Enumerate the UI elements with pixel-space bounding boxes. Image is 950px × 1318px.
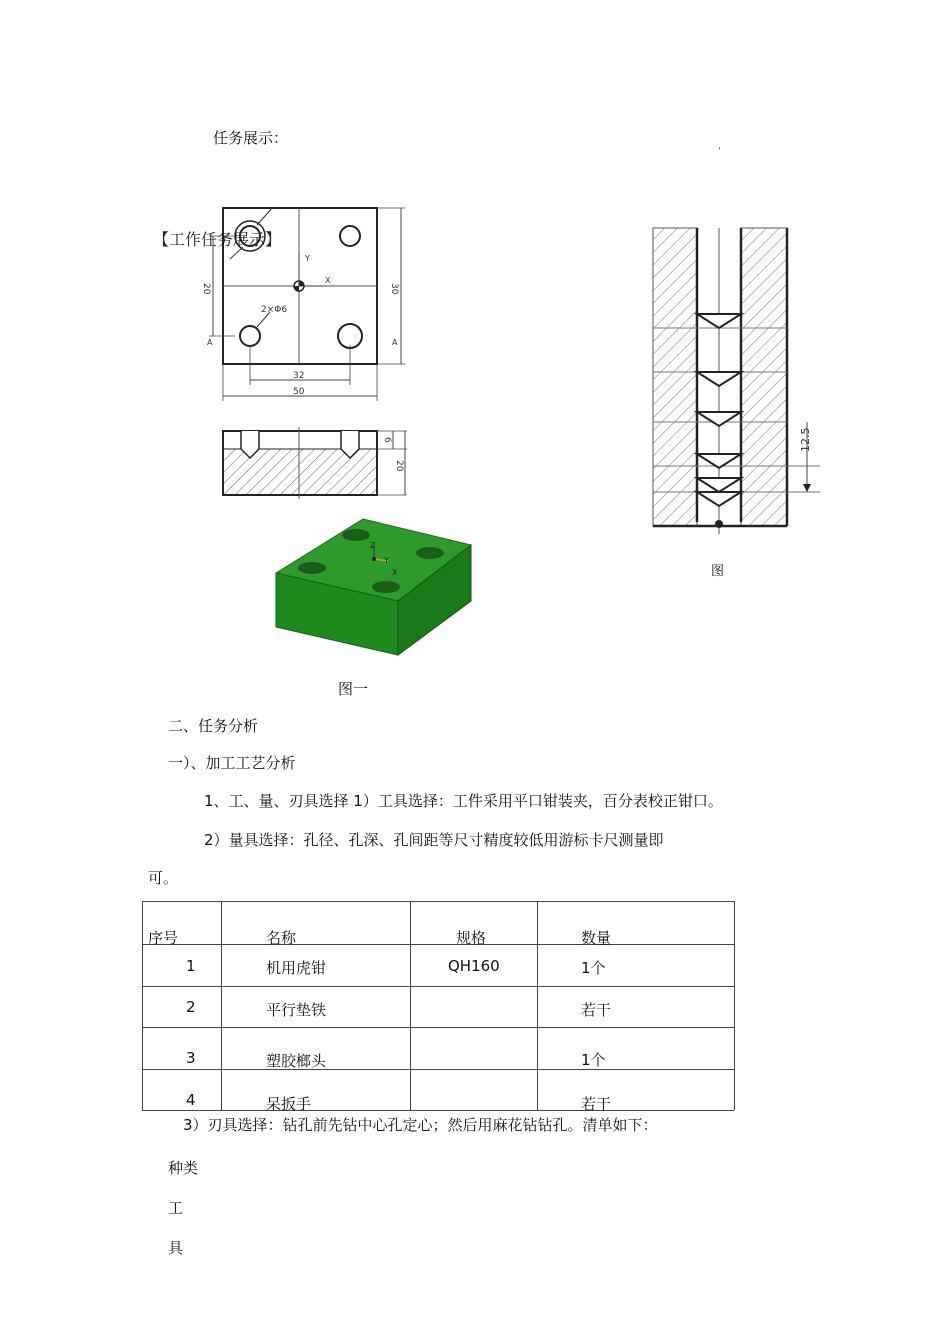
material-right [741,228,787,526]
dim-50: 50 [293,387,305,397]
material-left [653,228,697,526]
table-header-index: 序号 [148,929,179,947]
table-cell: 若干 [581,1095,612,1113]
drill-tip-1 [697,314,741,328]
drill-tip-2 [697,372,741,386]
table-cell: 1 [186,957,196,975]
table-cell: 呆扳手 [266,1095,312,1113]
block-hole-3 [298,562,326,574]
paragraph-gauge-selection: 2）量具选择：孔径、孔深、孔间距等尺寸精度较低用游标卡尺测量即 [204,831,664,849]
table-cell: 1个 [581,1051,606,1069]
dim-20-side: 20 [394,460,404,472]
stray-mark: ' [718,146,721,157]
label-category: 种类 [168,1159,199,1177]
table-header-name: 名称 [266,929,297,947]
paragraph-tool-selection: 1、工、量、刃具选择 1）工具选择：工件采用平口钳装夹，百分表校正钳口。 [204,792,723,810]
dim-6: 6 [382,437,392,443]
mark-a-left: A [207,338,213,347]
dim-32: 32 [293,371,305,381]
hole-top-right [340,226,360,246]
block-3d-render [268,515,478,660]
figure1-caption: 图一 [338,680,369,698]
table-cell: QH160 [448,957,500,975]
table-cell: 2 [186,998,196,1016]
paragraph-gauge-selection-cont: 可。 [148,869,179,887]
table-header-qty: 数量 [581,929,612,947]
mark-a-right: A [392,338,398,347]
tool-table [142,901,734,1113]
label-gong: 工 [168,1199,184,1217]
drill-center-dot [715,520,723,528]
table-cell: 平行垫铁 [266,1001,327,1019]
block-hole-4 [372,581,400,593]
hole-bottom-right [338,324,362,348]
dim-30-right: 30 [389,283,399,295]
section-task-analysis: 二、任务分析 [168,717,259,735]
axis-y-label: Y [305,254,310,263]
paragraph-cutter-selection: 3）刃具选择：钻孔前先钻中心孔定心；然后用麻花钻钻孔。清单如下： [183,1116,658,1134]
hole-bottom-left [240,326,260,346]
block-hole-2 [416,547,444,559]
task-display-heading: 任务展示： [213,129,289,147]
table-cell: 若干 [581,1001,612,1019]
table-cell: 机用虎钳 [266,959,327,977]
dim-20-left: 20 [201,283,211,295]
block-hole-1 [342,529,370,541]
drill-tip-3 [697,412,741,426]
dim-12-5: 12.5 [799,427,812,452]
table-cell: 4 [186,1091,196,1109]
figure2-caption: 图 [711,564,725,579]
axis-z-3d: Z [370,541,376,550]
table-header-spec: 规格 [456,929,487,947]
drilling-schematic [645,222,825,557]
table-cell: 塑胶榔头 [266,1052,327,1070]
label-ju: 具 [168,1239,184,1257]
axis-x-3d: X [392,568,398,577]
table-cell: 1个 [581,959,606,977]
work-task-label: 【工作任务展示】 [153,230,282,249]
axis-x-label: X [325,276,331,285]
subsection-process-analysis: 一）、加工工艺分析 [168,754,296,772]
hole-callout: 2×Φ6 [261,305,288,315]
axis-y-3d: Y [384,556,389,565]
table-cell: 3 [186,1049,196,1067]
drill-tip-5 [697,478,741,492]
drill-tip-6 [697,492,741,506]
